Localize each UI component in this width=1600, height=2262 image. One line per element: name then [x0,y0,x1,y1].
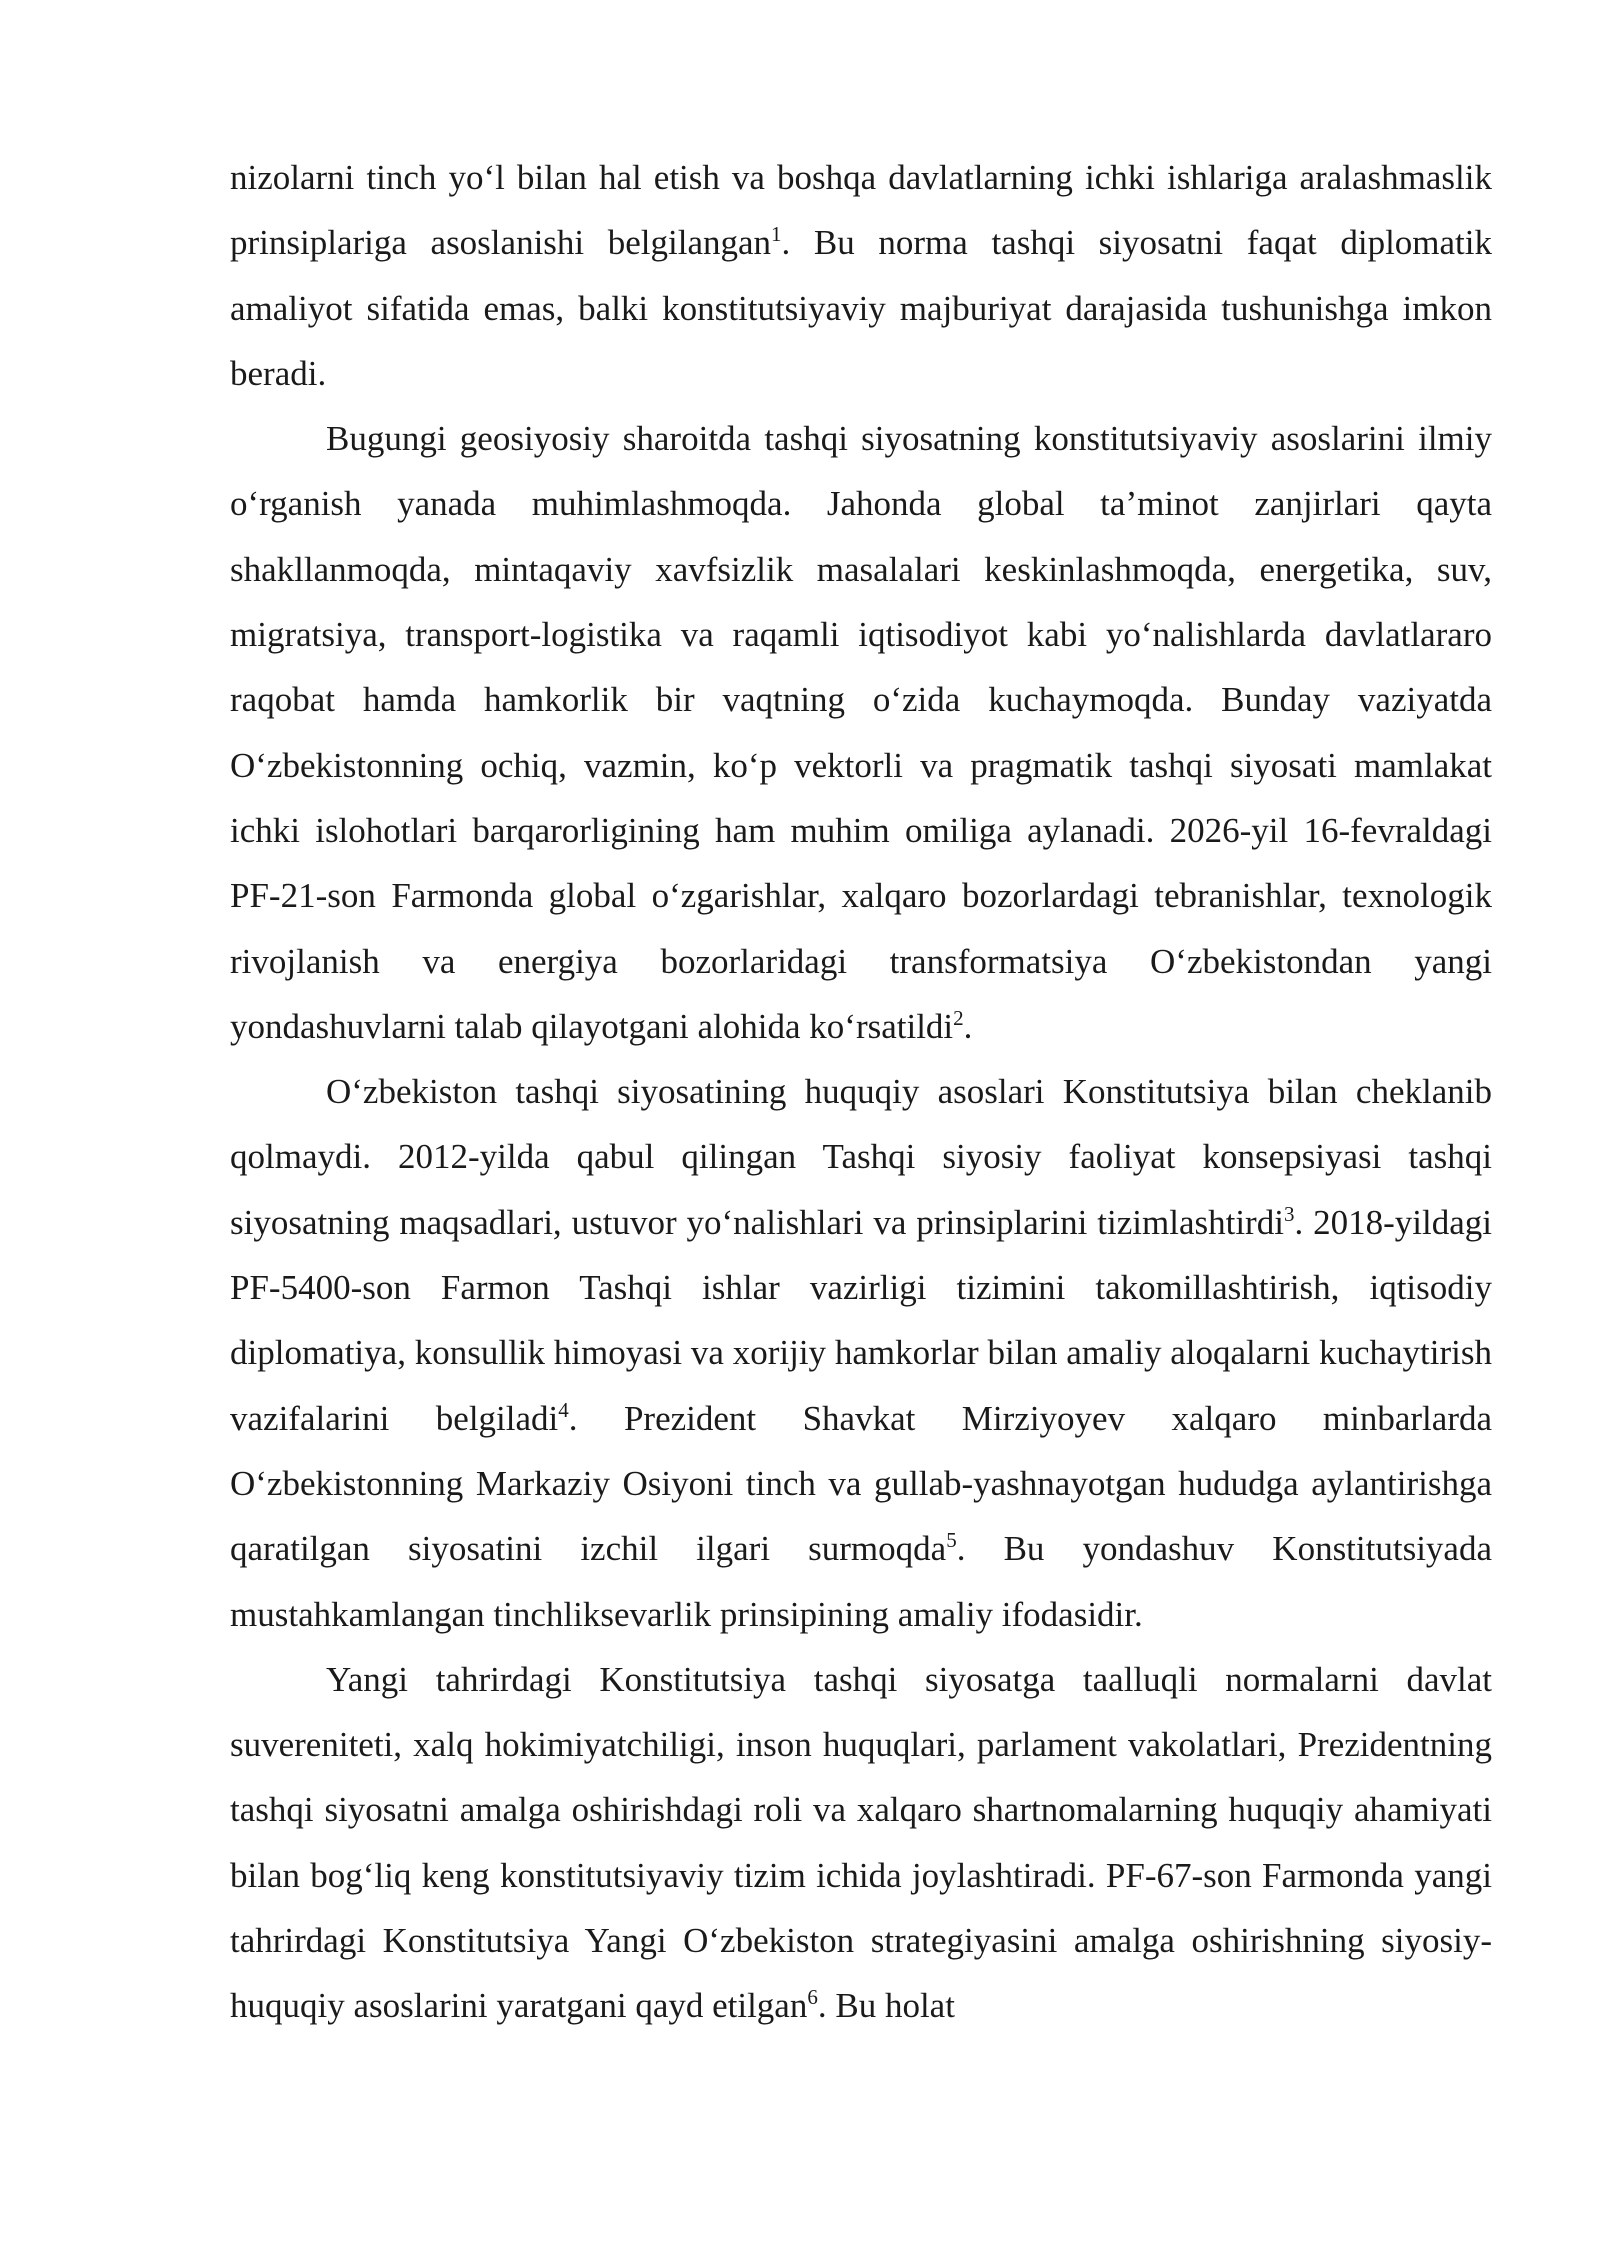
footnote-ref-1: 1 [771,222,782,247]
document-page [230,145,1492,2039]
paragraph-1 [230,145,1492,406]
text-run: Yangi tahrirdagi Konstitutsiya tashqi siyosatga taalluqli normalarni davlat suvereniteti, xalq hokimiyatchiligi, inson huquqlari, parlament vakolatlari, Prezidentning tashqi siyosatni amalga oshirishdagi roli va xalqaro shartnomalarning huquqiy ahamiyati bilan bog‘liq keng konstitutsiyaviy tizim ichida joylashtiradi. PF-67-son Farmonda yangi tahrirdagi Konstitutsiya Yangi O‘zbekiston strategiyasini amalga oshirishning siyosiy-huquqiy asoslarini yaratgani qayd etilgan [230,1659,1492,2026]
text-run: . Bu holat [817,1986,955,2026]
footnote-ref-5: 5 [946,1528,957,1553]
text-run: . 2018-yildagi PF-5400-son Farmon Tashqi ishlar vazirligi tizimini takomillashtirish, iqtisodiy diplomatiya, konsullik himoyasi va xorijiy hamkorlar bilan amaliy aloqalarni kuchaytirish vazifalarini belgiladi [230,1202,1492,1438]
footnote-ref-3: 3 [1283,1201,1295,1226]
footnote-ref-6: 6 [807,1985,818,2010]
text-run: nizolarni tinch yo‘l bilan hal etish va boshqa davlatlarning ichki ishlariga aralashmaslik prinsiplariga asoslanishi belgilangan [230,158,1492,263]
text-run: . Bu yondashuv Konstitutsiyada mustahkamlangan tinchliksevarlik prinsipining amaliy ifodasidir. [230,1529,1492,1634]
footnote-ref-2: 2 [953,1005,964,1030]
paragraph-4 [230,1647,1492,2039]
text-run: O‘zbekiston tashqi siyosatining huquqiy asoslari Konstitutsiya bilan cheklanib qolmaydi. 2012-yilda qabul qilingan Tashqi siyosiy faoliyat konsepsiyasi tashqi siyosatning maqsadlari, ustuvor yo‘nalishlari va prinsiplarini tizimlashtirdi [230,1072,1492,1242]
paragraph-3 [230,1059,1492,1647]
text-run: . Bu norma tashqi siyosatni faqat diplomatik amaliyot sifatida emas, balki konstitutsiyaviy majburiyat darajasida tushunishga imkon beradi. [230,223,1492,393]
text-run: Bugungi geosiyosiy sharoitda tashqi siyosatning konstitutsiyaviy asoslarini ilmiy o‘rganish yanada muhimlashmoqda. Jahonda global ta’minot zanjirlari qayta shakllanmoqda, mintaqaviy xavfsizlik masalalari keskinlashmoqda, energetika, suv, migratsiya, transport-logistika va raqamli iqtisodiyot kabi yo‘nalishlarda davlatlararo raqobat hamda hamkorlik bir vaqtning o‘zida kuchaymoqda. Bunday vaziyatda O‘zbekistonning ochiq, vazmin, ko‘p vektorli va pragmatik tashqi siyosati mamlakat ichki islohotlari barqarorligining ham muhim omiliga aylanadi. 2026-yil 16-fevraldagi PF-21-son Farmonda global o‘zgarishlar, xalqaro bozorlardagi tebranishlar, texnologik rivojlanish va energiya bozorlaridagi transformatsiya O‘zbekistondan yangi yondashuvlarni talab qilayotgani alohida ko‘rsatildi [230,419,1492,1046]
text-run: . Prezident Shavkat Mirziyoyev xalqaro minbarlarda O‘zbekistonning Markaziy Osiyoni tinch va gullab-yashnayotgan hududga aylantirishga qaratilgan siyosatini izchil ilgari surmoqda [230,1398,1493,1569]
footnote-ref-4: 4 [558,1397,569,1422]
text-run: . [963,1006,973,1046]
paragraph-2 [230,406,1492,1059]
